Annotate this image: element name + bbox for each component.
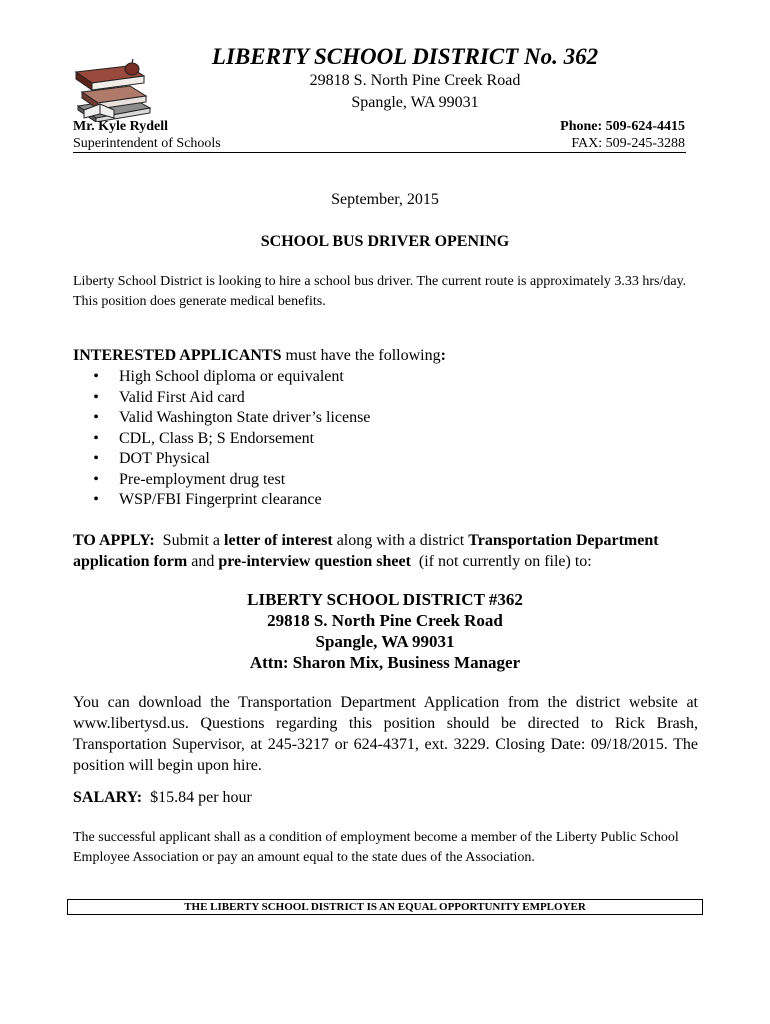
apply-instructions — [73, 530, 701, 572]
intro-paragraph: Liberty School District is looking to hire a school bus driver. The current route is approximately 3.33 hrs/day. This position does generate medical benefits. — [73, 274, 687, 309]
apply-text-3: and — [187, 553, 219, 570]
header-divider — [73, 152, 686, 153]
phone-number: Phone: 509-624-4415 — [560, 119, 685, 134]
list-item — [73, 388, 370, 409]
requirements-heading-bold: INTERESTED APPLICANTS — [73, 347, 282, 364]
district-title: LIBERTY SCHOOL DISTRICT No. 362 — [211, 44, 599, 69]
apply-bold-1: letter of interest — [224, 532, 333, 549]
list-item-text: CDL, Class B; S Endorsement — [119, 429, 315, 447]
apply-text-1: Submit a — [154, 532, 225, 549]
list-item-text: DOT Physical — [119, 450, 210, 467]
list-item — [73, 490, 370, 511]
bullet-icon: • — [93, 409, 99, 426]
requirements-heading-colon: : — [440, 347, 446, 364]
mailing-address-line: LIBERTY SCHOOL DISTRICT #362 — [247, 590, 523, 609]
list-item-text: High School diploma or equivalent — [119, 368, 344, 385]
list-item-text: Valid Washington State driver’s license — [119, 409, 371, 426]
equal-opportunity-banner: THE LIBERTY SCHOOL DISTRICT IS AN EQUAL OPPORTUNITY EMPLOYER — [67, 899, 703, 915]
district-address-line1: 29818 S. North Pine Creek Road — [309, 72, 521, 89]
download-paragraph: You can download the Transportation Department Application from the district website at www.libertysd.us. Questions regarding this position should be directed to Rick Brash, Transportation Supervisor, at 245-3217 or 624-4371, ext. 3229. Closing Date: 09/18/2015. The position will begin upon hire. — [73, 694, 698, 774]
union-paragraph: The successful applicant shall as a condition of employment become a member of the Liberty Public School Employee Association or pay an amount equal to the state dues of the Association. — [73, 830, 679, 865]
list-item — [73, 449, 370, 470]
list-item — [73, 367, 370, 388]
list-item-text: Pre-employment drug test — [119, 470, 286, 488]
salary-line — [73, 789, 252, 807]
requirements-heading-rest: must have the following — [281, 347, 441, 364]
apply-text-4: (if not currently on file) to: — [410, 553, 592, 570]
apply-text-2: along with a district — [332, 532, 469, 549]
apply-label: TO APPLY: — [73, 532, 155, 549]
apply-bold-2: Transportation Department application form — [73, 532, 659, 570]
mailing-address — [0, 589, 770, 673]
apply-bold-3: pre-interview question sheet — [218, 553, 411, 570]
bullet-icon: • — [93, 491, 99, 508]
letter-date: September, 2015 — [331, 191, 439, 208]
superintendent-name: Mr. Kyle Rydell — [73, 119, 169, 134]
list-item — [73, 408, 370, 429]
requirements-list — [73, 367, 370, 511]
requirements-heading — [73, 347, 446, 365]
salary-label: SALARY: — [73, 789, 143, 806]
opening-title: SCHOOL BUS DRIVER OPENING — [260, 233, 510, 250]
bullet-icon: • — [93, 450, 99, 467]
superintendent-title: Superintendent of Schools — [73, 136, 221, 151]
salary-value: $15.84 per hour — [142, 789, 252, 806]
bullet-icon: • — [93, 368, 99, 385]
list-item — [73, 470, 370, 491]
bullet-icon: • — [93, 388, 99, 406]
list-item-text: WSP/FBI Fingerprint clearance — [119, 491, 322, 508]
bullet-icon: • — [93, 470, 99, 488]
mailing-address-line: Spangle, WA 99031 — [315, 632, 455, 651]
mailing-address-line: Attn: Sharon Mix, Business Manager — [249, 653, 521, 672]
bullet-icon: • — [93, 429, 99, 447]
list-item — [73, 429, 370, 450]
district-address-line2: Spangle, WA 99031 — [351, 94, 479, 111]
list-item-text: Valid First Aid card — [119, 388, 245, 406]
mailing-address-line: 29818 S. North Pine Creek Road — [267, 611, 503, 630]
fax-number: FAX: 509-245-3288 — [571, 136, 685, 151]
